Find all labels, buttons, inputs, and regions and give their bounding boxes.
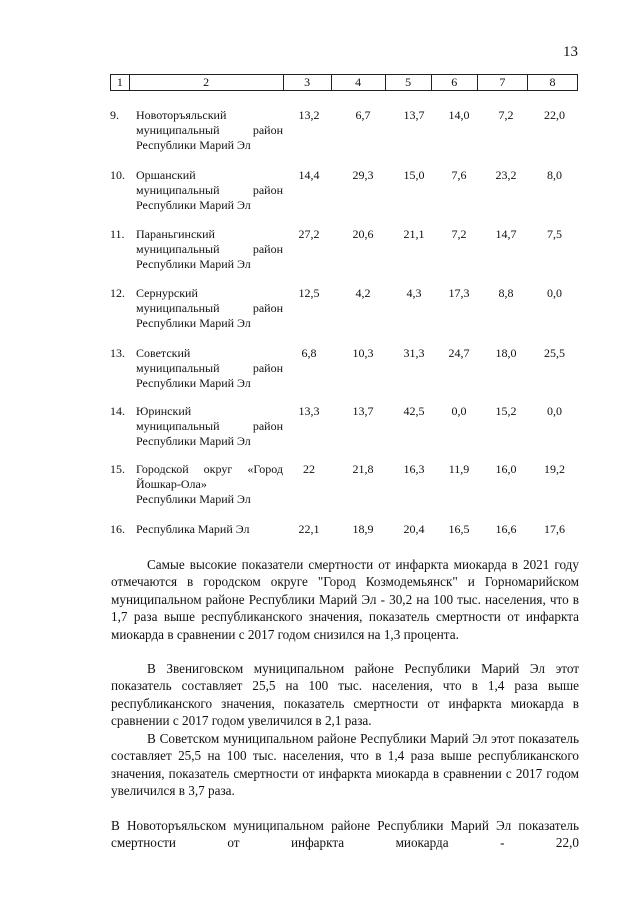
table-row (110, 522, 578, 544)
cell-value: 29,3 (352, 168, 374, 182)
paragraph: В Звениговском муниципальном районе Республики Марий Эл этот показатель составляет 25,5 на 100 тыс. населения, что в 1,4 раза выше республиканского значения, показатель смертности от инфаркта миокарда в сравнении с 2017 годом увеличился в 2,1 раза. (111, 661, 579, 729)
cell-value: 42,5 (403, 404, 425, 418)
cell-value: 21,1 (403, 227, 425, 241)
cell-value: 22,1 (298, 522, 320, 536)
table-row (110, 108, 578, 168)
cell-value: 15,0 (403, 168, 425, 182)
row-name: Республика Марий Эл (136, 522, 250, 536)
cell-value: 25,5 (544, 346, 565, 360)
row-number: 16. (110, 522, 125, 536)
row-number: 12. (110, 286, 125, 300)
cell-value: 13,2 (298, 108, 320, 122)
row-name: Параньгинский муниципальный район Республики Марий Эл (136, 227, 283, 271)
cell-value: 14,4 (298, 168, 320, 182)
row-number: 15. (110, 462, 125, 476)
cell-value: 22 (303, 462, 315, 476)
paragraph: В Советском муниципальном районе Республики Марий Эл этот показатель составляет 25,5 на 100 тыс. населения, что в 1,4 раза выше республиканского значения, показатель смертности от инфаркта миокарда в сравнении с 2017 годом увеличился в 3,7 раза. (111, 731, 579, 799)
cell-value: 13,7 (403, 108, 425, 122)
row-name: Юринский муниципальный район Республики Марий Эл (136, 404, 283, 448)
header-cell: 7 (477, 75, 527, 91)
row-name: Оршанский муниципальный район Республики Марий Эл (136, 168, 283, 212)
cell-value: 13,7 (352, 404, 374, 418)
cell-value: 22,0 (544, 108, 565, 122)
table-row (110, 168, 578, 227)
header-cell: 3 (283, 75, 331, 91)
paragraph: Самые высокие показатели смертности от инфаркта миокарда в 2021 году отмечаются в городском округе "Город Козмодемьянск" и Горномарийском муниципальном районе Республики Марий Эл - 30,2 на 100 тыс. населения, что в 1,7 раза выше республиканского значения, показатель смертности от инфаркта миокарда в сравнении с 2017 годом снизился на 1,3 процента. (111, 557, 579, 642)
cell-value: 19,2 (544, 462, 565, 476)
table-row (110, 346, 578, 404)
table-row (110, 286, 578, 346)
cell-value: 7,2 (451, 227, 467, 241)
row-name: Советский муниципальный район Республики Марий Эл (136, 346, 283, 390)
header-cell: 8 (527, 75, 577, 91)
row-name: Сернурский муниципальный район Республики Марий Эл (136, 286, 283, 330)
cell-value: 10,3 (352, 346, 374, 360)
cell-value: 16,6 (495, 522, 517, 536)
table-row (110, 404, 578, 462)
cell-value: 17,3 (448, 286, 470, 300)
cell-value: 20,6 (352, 227, 374, 241)
paragraph: В Новоторъяльском муниципальном районе Республики Марий Эл показатель смертности от инфаркта миокарда - 22,0 (111, 818, 579, 851)
cell-value: 17,6 (544, 522, 565, 536)
cell-value: 11,9 (448, 462, 470, 476)
cell-value: 4,3 (406, 286, 422, 300)
cell-value: 27,2 (298, 227, 320, 241)
cell-value: 14,0 (448, 108, 470, 122)
cell-value: 20,4 (403, 522, 425, 536)
cell-value: 24,7 (448, 346, 470, 360)
row-name: Городской округ «Город Йошкар-Ола» Республики Марий Эл (136, 462, 283, 506)
cell-value: 7,2 (498, 108, 514, 122)
cell-value: 23,2 (495, 168, 517, 182)
row-name: Новоторъяльский муниципальный район Республики Марий Эл (136, 108, 283, 152)
row-number: 13. (110, 346, 125, 360)
row-number: 11. (110, 227, 125, 241)
cell-value: 16,5 (448, 522, 470, 536)
cell-value: 18,0 (495, 346, 517, 360)
cell-value: 13,3 (298, 404, 320, 418)
cell-value: 12,5 (298, 286, 320, 300)
table-body (110, 108, 578, 544)
header-cell: 2 (129, 75, 283, 91)
cell-value: 6,7 (355, 108, 371, 122)
header-cell: 1 (111, 75, 130, 91)
page-number: 13 (563, 44, 578, 60)
cell-value: 0,0 (451, 404, 467, 418)
cell-value: 14,7 (495, 227, 517, 241)
table-header (110, 74, 578, 91)
cell-value: 6,8 (301, 346, 317, 360)
table-row (110, 462, 578, 522)
cell-value: 31,3 (403, 346, 425, 360)
row-number: 9. (110, 108, 119, 122)
header-cell: 6 (431, 75, 477, 91)
table-row (110, 227, 578, 286)
cell-value: 0,0 (547, 286, 562, 300)
cell-value: 15,2 (495, 404, 517, 418)
cell-value: 4,2 (355, 286, 371, 300)
cell-value: 21,8 (352, 462, 374, 476)
row-number: 14. (110, 404, 125, 418)
cell-value: 7,5 (547, 227, 562, 241)
cell-value: 16,3 (403, 462, 425, 476)
header-cell: 4 (331, 75, 385, 91)
cell-value: 8,0 (547, 168, 562, 182)
cell-value: 8,8 (498, 286, 514, 300)
cell-value: 7,6 (451, 168, 467, 182)
cell-value: 0,0 (547, 404, 562, 418)
header-cell: 5 (385, 75, 431, 91)
cell-value: 16,0 (495, 462, 517, 476)
row-number: 10. (110, 168, 125, 182)
cell-value: 18,9 (352, 522, 374, 536)
